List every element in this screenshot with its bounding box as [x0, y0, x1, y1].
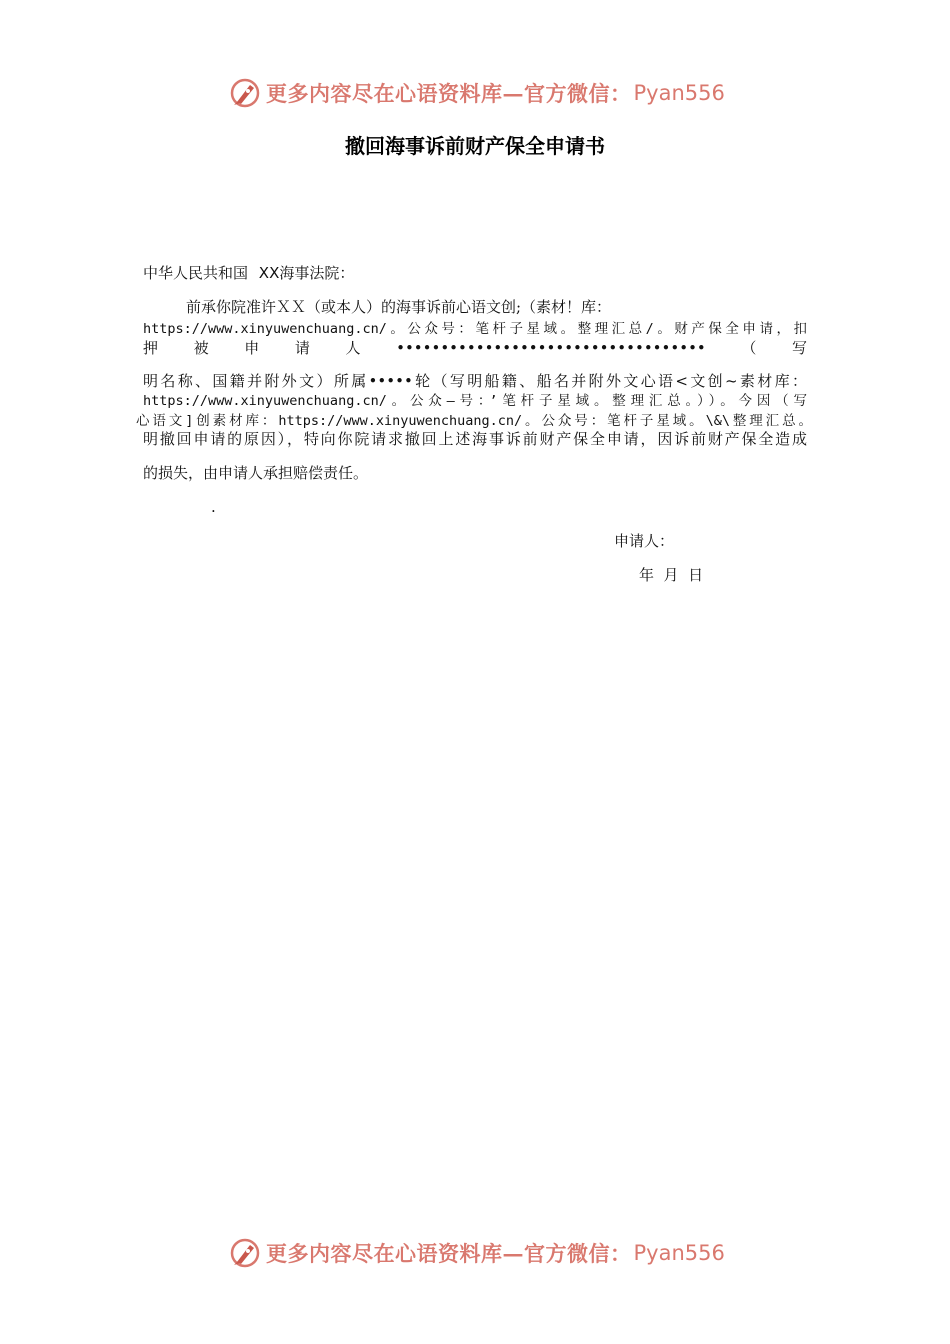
body-line-1: 前承你院准许ＸＸ（或本人）的海事诉前心语文创;（素材！库：	[186, 298, 612, 316]
pen-logo-icon	[228, 76, 262, 110]
body-line-5: https://www.xinyuwenchuang.cn/。公众—号：’笔杆子星域。整理汇总。））。今因（写	[143, 393, 807, 409]
salutation-country: 中华人民共和国	[143, 264, 249, 282]
salutation-xx: XX	[258, 264, 280, 282]
body-line-4: 明名称、国籍并附外文）所属•••••轮（写明船籍、船名并附外文心语<文创~素材库：	[143, 372, 807, 390]
header-banner	[228, 73, 748, 113]
stray-dot: .	[211, 498, 216, 516]
footer-banner	[228, 1233, 748, 1273]
body-line-3: 押被申请人•••••••••••••••••••••••••••••••••••（写	[143, 339, 807, 357]
banner-text: 更多内容尽在心语资料库—官方微信：	[266, 1241, 632, 1266]
body-line-7: 明撤回申请的原因），特向你院请求撤回上述海事诉前财产保全申请，因诉前财产保全造成	[143, 430, 807, 448]
document-title: 撤回海事诉前财产保全申请书	[345, 134, 605, 158]
banner-wechat-id: Pyan556	[633, 81, 725, 105]
body-line-8: 的损失，由申请人承担赔偿责任。	[143, 464, 369, 482]
body-line-6: 心语文]创素材库：https://www.xinyuwenchuang.cn/。公众号：笔杆子星域。\&\整理汇总。	[136, 413, 812, 429]
body-line-2: https://www.xinyuwenchuang.cn/。公众号：笔杆子星域。整理汇总/。财产保全申请，扣	[143, 321, 807, 337]
applicant-label: 申请人：	[614, 532, 675, 550]
date-label: 年 月 日	[639, 566, 704, 584]
pen-logo-icon	[228, 1236, 262, 1270]
banner-wechat-id: Pyan556	[633, 1241, 725, 1265]
salutation-court: 海事法院：	[279, 264, 355, 282]
banner-text: 更多内容尽在心语资料库—官方微信：	[266, 81, 632, 106]
salutation	[143, 262, 354, 283]
